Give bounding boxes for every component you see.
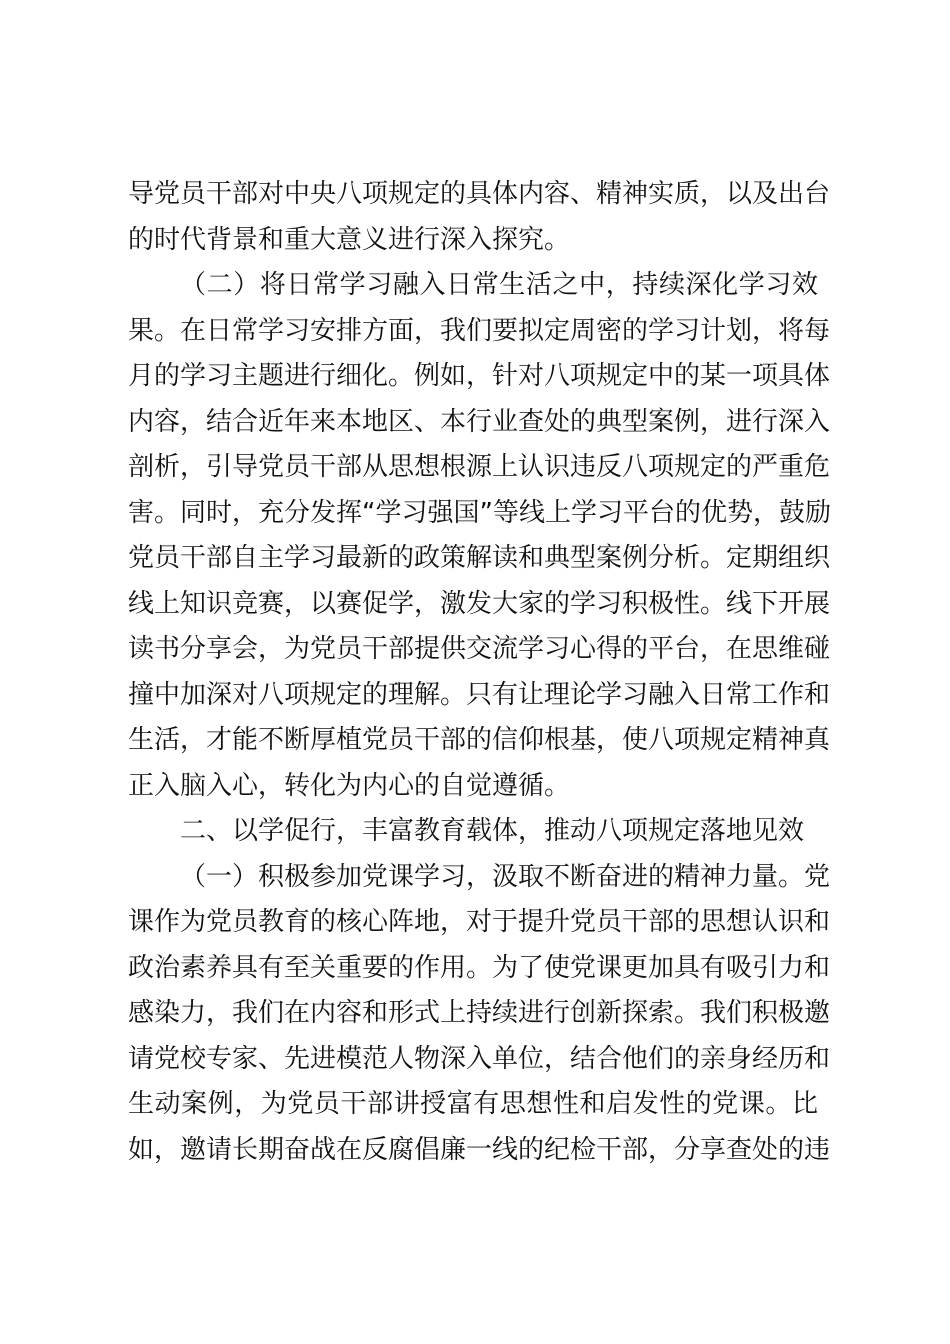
paragraph-line: 政治素养具有至关重要的作用。为了使党课更加具有吸引力和 bbox=[128, 952, 831, 983]
paragraph-line: 生活，才能不断厚植党员干部的信仰根基，使八项规定精神真 bbox=[128, 725, 831, 755]
paragraph-line: （二）将日常学习融入日常生活之中，持续深化学习效 bbox=[180, 270, 818, 300]
paragraph-line: 如，邀请长期奋战在反腐倡廉一线的纪检干部，分享查处的违 bbox=[128, 1134, 831, 1165]
section-heading: 二、以学促行，丰富教育载体，推动八项规定落地见效 bbox=[180, 816, 805, 846]
paragraph-line: 月的学习主题进行细化。例如，针对八项规定中的某一项具体 bbox=[128, 361, 831, 391]
paragraph-line: 请党校专家、先进模范人物深入单位，结合他们的亲身经历和 bbox=[128, 1043, 831, 1074]
paragraph-line: 感染力，我们在内容和形式上持续进行创新探索。我们积极邀 bbox=[128, 998, 831, 1028]
paragraph-line: 线上知识竞赛，以赛促学，激发大家的学习积极性。线下开展 bbox=[128, 588, 831, 619]
paragraph-line: 撞中加深对八项规定的理解。只有让理论学习融入日常工作和 bbox=[128, 679, 831, 710]
paragraph-line: 生动案例，为党员干部讲授富有思想性和启发性的党课。比 bbox=[128, 1089, 818, 1119]
paragraph-line: （一）积极参加党课学习，汲取不断奋进的精神力量。党 bbox=[180, 861, 831, 892]
paragraph-line: 读书分享会，为党员干部提供交流学习心得的平台，在思维碰 bbox=[128, 634, 831, 664]
paragraph-line: 正入脑入心，转化为内心的自觉遵循。 bbox=[128, 770, 571, 801]
paragraph-line: 的时代背景和重大意义进行深入探究。 bbox=[128, 224, 571, 255]
paragraph-line: 内容，结合近年来本地区、本行业查处的典型案例，进行深入 bbox=[128, 406, 831, 437]
paragraph-line: 导党员干部对中央八项规定的具体内容、精神实质，以及出台 bbox=[128, 179, 831, 209]
paragraph-line: 课作为党员教育的核心阵地，对于提升党员干部的思想认识和 bbox=[128, 907, 831, 937]
paragraph-line: 害。同时，充分发挥“学习强国”等线上学习平台的优势，鼓励 bbox=[128, 497, 831, 528]
paragraph-line: 剖析，引导党员干部从思想根源上认识违反八项规定的严重危 bbox=[128, 452, 831, 482]
paragraph-line: 果。在日常学习安排方面，我们要拟定周密的学习计划，将每 bbox=[128, 315, 831, 346]
paragraph-line: 党员干部自主学习最新的政策解读和典型案例分析。定期组织 bbox=[128, 543, 831, 573]
document-body bbox=[128, 172, 831, 1173]
